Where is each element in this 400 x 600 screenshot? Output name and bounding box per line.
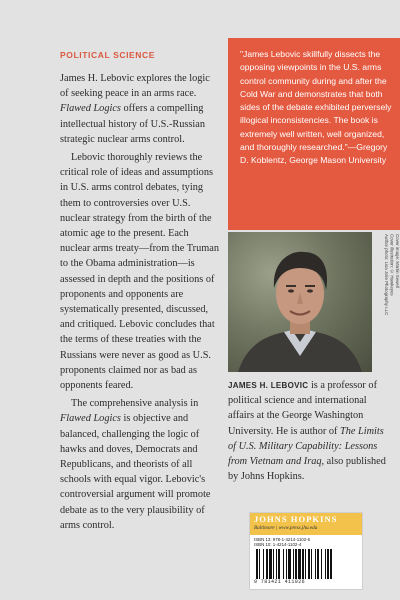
publisher-logo bbox=[250, 513, 362, 535]
description-paragraph-3 bbox=[60, 396, 220, 533]
barcode-bar bbox=[308, 549, 310, 579]
barcode-bar bbox=[325, 549, 326, 579]
barcode bbox=[254, 549, 358, 579]
barcode-bar bbox=[256, 549, 258, 579]
barcode-bar bbox=[286, 549, 287, 579]
publisher-subline: Baltimore | www.press.jhu.edu bbox=[254, 525, 318, 531]
barcode-number: 9 781421 411026 bbox=[254, 578, 306, 585]
book-title: Flawed Logics bbox=[60, 103, 121, 115]
author-name: JAMES H. LEBOVIC bbox=[228, 381, 309, 390]
barcode-bar bbox=[317, 549, 319, 579]
isbn-10: ISBN 10: 1-4214-1102-4 bbox=[254, 542, 302, 548]
text-run: , also published by Johns Hopkins. bbox=[228, 456, 386, 483]
category-label: POLITICAL SCIENCE bbox=[60, 50, 156, 60]
barcode-bar bbox=[276, 549, 277, 579]
barcode-bar bbox=[269, 549, 272, 579]
barcode-bar bbox=[293, 549, 294, 579]
back-cover-description bbox=[60, 50, 220, 536]
barcode-bar bbox=[283, 549, 284, 579]
book-title: The Limits of U.S. Military Capability: Lessons from Vietnam and Iraq bbox=[228, 425, 384, 468]
author-photo bbox=[228, 232, 372, 372]
endorsement-box bbox=[228, 38, 400, 230]
barcode-bar bbox=[321, 549, 322, 579]
barcode-bar bbox=[263, 549, 264, 579]
book-title: Flawed Logics bbox=[60, 413, 121, 425]
barcode-bar bbox=[330, 549, 332, 579]
credit-line: Cover image: Martin Sewell bbox=[395, 234, 400, 288]
barcode-bar bbox=[298, 549, 301, 579]
barcode-box bbox=[249, 512, 363, 590]
description-paragraph-2: Lebovic thoroughly reviews the critical role of ideas and assumptions in U.S. arms control debates, tying them to controversies over U.S. nuclear strategy from the birth of the atomic age to the present. Each nuclear arms treaty—from the Truman to the Obama administration—is assessed in depth and the positions of proponents and opponents are systematically presented, discussed, and critiqued. Lebovic concludes that the terms of these treaties with the Russians were never as good as U.S. proponents claimed nor as bad as opponents feared. bbox=[60, 152, 219, 392]
author-bio bbox=[228, 378, 388, 484]
barcode-bar bbox=[278, 549, 280, 579]
credit-line: Author photo: Lisa Jolie Photography LLC bbox=[384, 234, 390, 316]
barcode-bar bbox=[266, 549, 268, 579]
barcode-bar bbox=[295, 549, 297, 579]
barcode-bar bbox=[259, 549, 260, 579]
barcode-bar bbox=[305, 549, 306, 579]
isbn-13: ISBN 13: 978-1-4214-1102-6 bbox=[254, 537, 311, 542]
barcode-bar bbox=[315, 549, 316, 579]
endorsement-quote: "James Lebovic skillfully dissects the opposing viewpoints in the U.S. arms control community during and after the Cold War and demonstrates that both sides of the debate exhibited perversely illogical inconsistencies. The book is extremely well written, well organized, and thoroughly researched."—Gregory D. Koblentz, George Mason University bbox=[240, 49, 392, 166]
author-portrait-illustration bbox=[228, 232, 372, 372]
barcode-bar bbox=[288, 549, 291, 579]
credit-line: Cover illustration: © Hawkeyes bbox=[389, 234, 395, 296]
text-run: The comprehensive analysis in bbox=[71, 398, 199, 410]
text-run: is a professor of political science and international affairs at the George Washington University. He is author of bbox=[228, 380, 378, 437]
text-run: offers a compelling intellectual history of U.S.-Russian strategic nuclear arms control. bbox=[60, 103, 205, 145]
photo-credit bbox=[374, 234, 400, 370]
barcode-bar bbox=[273, 549, 274, 579]
barcode-bar bbox=[327, 549, 329, 579]
text-run: James H. Lebovic explores the logic of seeking peace in an arms race. bbox=[60, 73, 210, 100]
publisher-name: JOHNS HOPKINS bbox=[254, 514, 338, 524]
text-run: is objective and balanced, challenging the logic of hawks and doves, Democrats and Republicans, and theorists of all schools with equal vigor. Lebovic's controversial argument will promote debate as to the very plausibility of arms control. bbox=[60, 413, 211, 531]
barcode-bar bbox=[311, 549, 312, 579]
description-paragraph-1 bbox=[60, 71, 220, 147]
barcode-bar bbox=[302, 549, 304, 579]
